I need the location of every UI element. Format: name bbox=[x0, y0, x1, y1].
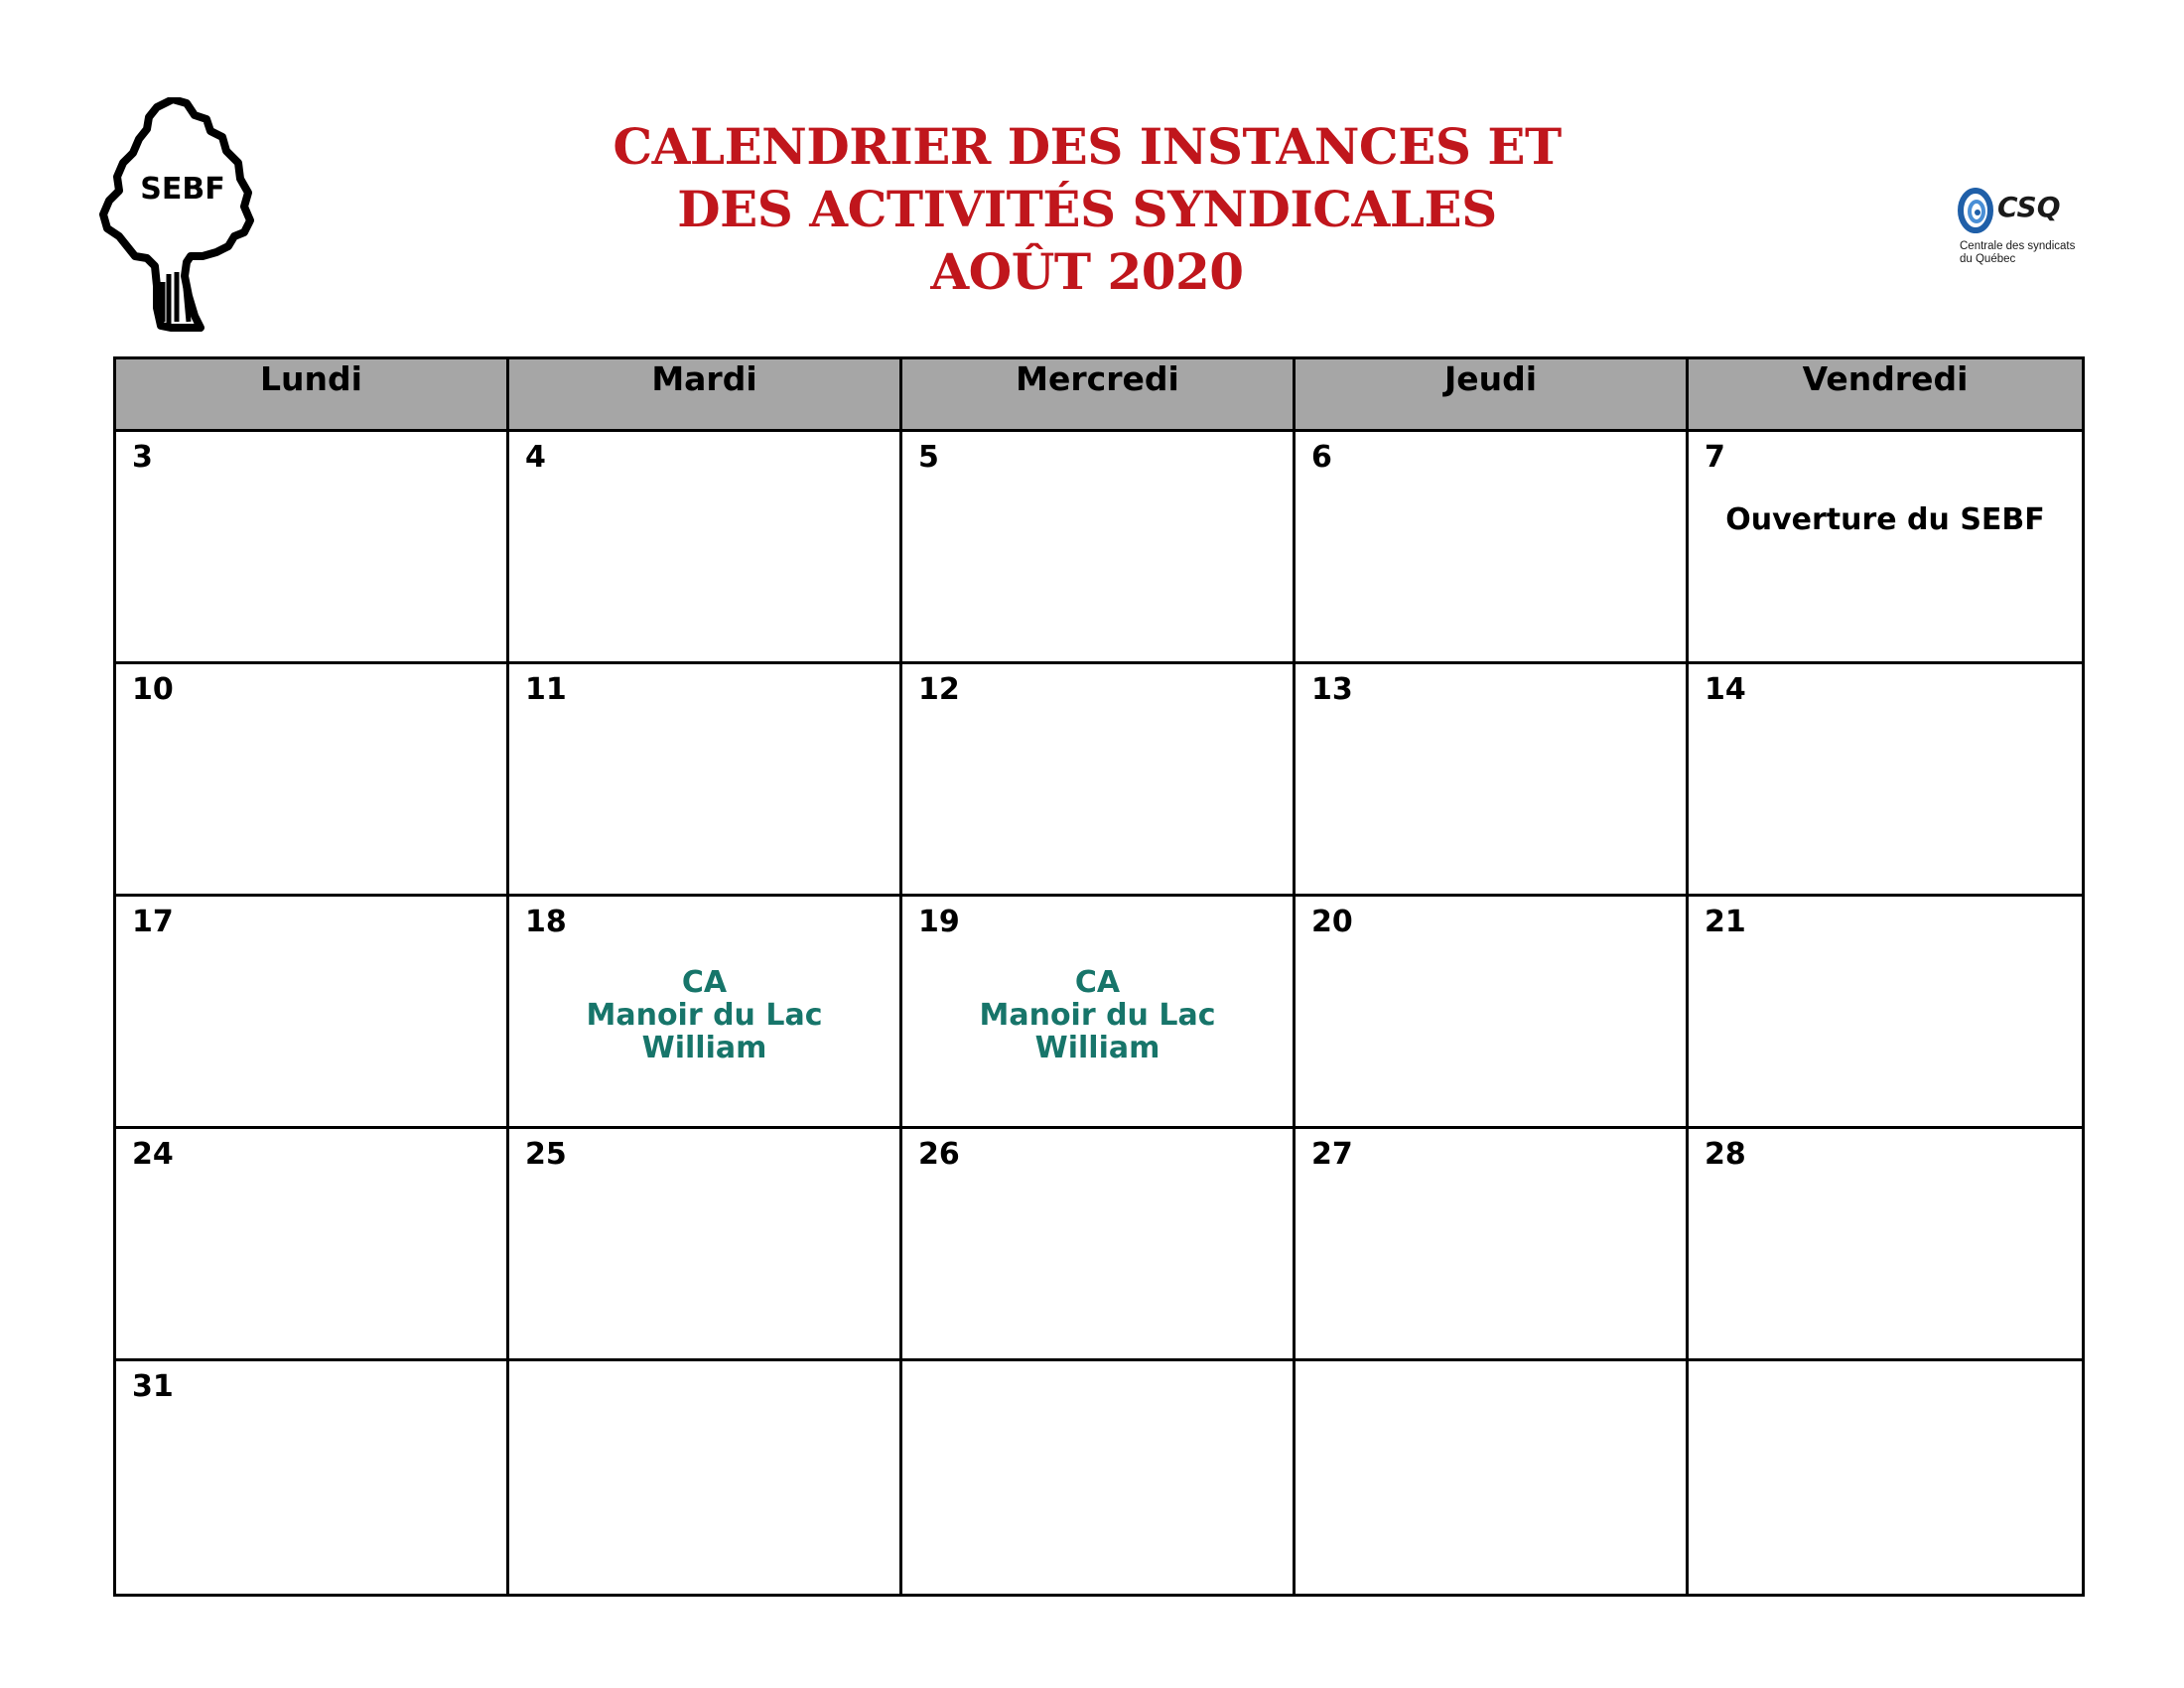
day-cell bbox=[1689, 897, 2082, 1129]
csq-name: CSQ bbox=[1997, 191, 2061, 223]
day-cell bbox=[509, 664, 902, 897]
event-ouverture-sebf: Ouverture du SEBF bbox=[1725, 502, 2045, 537]
title-line-2: DES ACTIVITÉS SYNDICALES bbox=[677, 180, 1497, 238]
day-number: 13 bbox=[1311, 672, 1353, 707]
weekday-header-jeudi: Jeudi bbox=[1296, 359, 1689, 432]
csq-subtitle-line1: Centrale des syndicats bbox=[1960, 240, 2076, 252]
day-number: 3 bbox=[132, 440, 153, 475]
event-line: Manoir du Lac bbox=[586, 998, 823, 1033]
event-line: CA bbox=[681, 965, 728, 1000]
day-number: 28 bbox=[1705, 1137, 1746, 1172]
day-number: 7 bbox=[1705, 440, 1725, 475]
day-cell bbox=[1296, 1129, 1689, 1361]
event-line: William bbox=[1034, 1031, 1160, 1065]
day-number: 24 bbox=[132, 1137, 174, 1172]
day-cell-empty bbox=[1689, 1361, 2082, 1594]
day-number: 18 bbox=[525, 905, 567, 939]
event-ca-manoir bbox=[902, 966, 1293, 1064]
day-cell bbox=[1296, 664, 1689, 897]
csq-logo bbox=[1958, 187, 2077, 276]
csq-swirl-icon bbox=[1958, 187, 1995, 234]
day-cell bbox=[116, 1129, 509, 1361]
day-number: 27 bbox=[1311, 1137, 1353, 1172]
day-number: 21 bbox=[1705, 905, 1746, 939]
day-number: 12 bbox=[918, 672, 960, 707]
weekday-header-mardi: Mardi bbox=[509, 359, 902, 432]
day-cell bbox=[902, 897, 1296, 1129]
title-line-1: CALENDRIER DES INSTANCES ET bbox=[613, 117, 1562, 176]
day-cell bbox=[509, 897, 902, 1129]
weekday-header-vendredi: Vendredi bbox=[1689, 359, 2082, 432]
page-title bbox=[496, 115, 1678, 303]
csq-subtitle bbox=[1960, 240, 2077, 266]
day-cell bbox=[902, 664, 1296, 897]
day-number: 6 bbox=[1311, 440, 1332, 475]
event-line: CA bbox=[1074, 965, 1121, 1000]
day-cell-empty bbox=[509, 1361, 902, 1594]
day-cell bbox=[1296, 897, 1689, 1129]
weekday-header-lundi: Lundi bbox=[116, 359, 509, 432]
day-number: 25 bbox=[525, 1137, 567, 1172]
day-number: 17 bbox=[132, 905, 174, 939]
calendar-grid bbox=[113, 356, 2085, 1597]
day-number: 19 bbox=[918, 905, 960, 939]
day-cell bbox=[1689, 432, 2082, 664]
day-number: 11 bbox=[525, 672, 567, 707]
day-number: 20 bbox=[1311, 905, 1353, 939]
day-cell-empty bbox=[1296, 1361, 1689, 1594]
title-line-3: AOÛT 2020 bbox=[930, 242, 1244, 301]
day-number: 10 bbox=[132, 672, 174, 707]
day-cell bbox=[1689, 664, 2082, 897]
day-cell bbox=[116, 897, 509, 1129]
day-cell bbox=[116, 432, 509, 664]
day-number: 26 bbox=[918, 1137, 960, 1172]
weekday-header-mercredi: Mercredi bbox=[902, 359, 1296, 432]
day-number: 14 bbox=[1705, 672, 1746, 707]
sebf-tree-logo bbox=[99, 97, 258, 332]
event-line: Manoir du Lac bbox=[979, 998, 1216, 1033]
day-cell bbox=[116, 664, 509, 897]
day-cell bbox=[1689, 1129, 2082, 1361]
day-cell bbox=[116, 1361, 509, 1594]
day-cell-empty bbox=[902, 1361, 1296, 1594]
day-number: 4 bbox=[525, 440, 546, 475]
csq-subtitle-line2: du Québec bbox=[1960, 253, 2016, 265]
day-cell bbox=[509, 1129, 902, 1361]
sebf-logo-text: SEBF bbox=[140, 172, 225, 207]
day-number: 31 bbox=[132, 1369, 174, 1404]
day-cell bbox=[902, 1129, 1296, 1361]
event-ca-manoir bbox=[509, 966, 899, 1064]
event-line: William bbox=[641, 1031, 767, 1065]
day-cell bbox=[1296, 432, 1689, 664]
day-number: 5 bbox=[918, 440, 939, 475]
day-cell bbox=[509, 432, 902, 664]
day-cell bbox=[902, 432, 1296, 664]
